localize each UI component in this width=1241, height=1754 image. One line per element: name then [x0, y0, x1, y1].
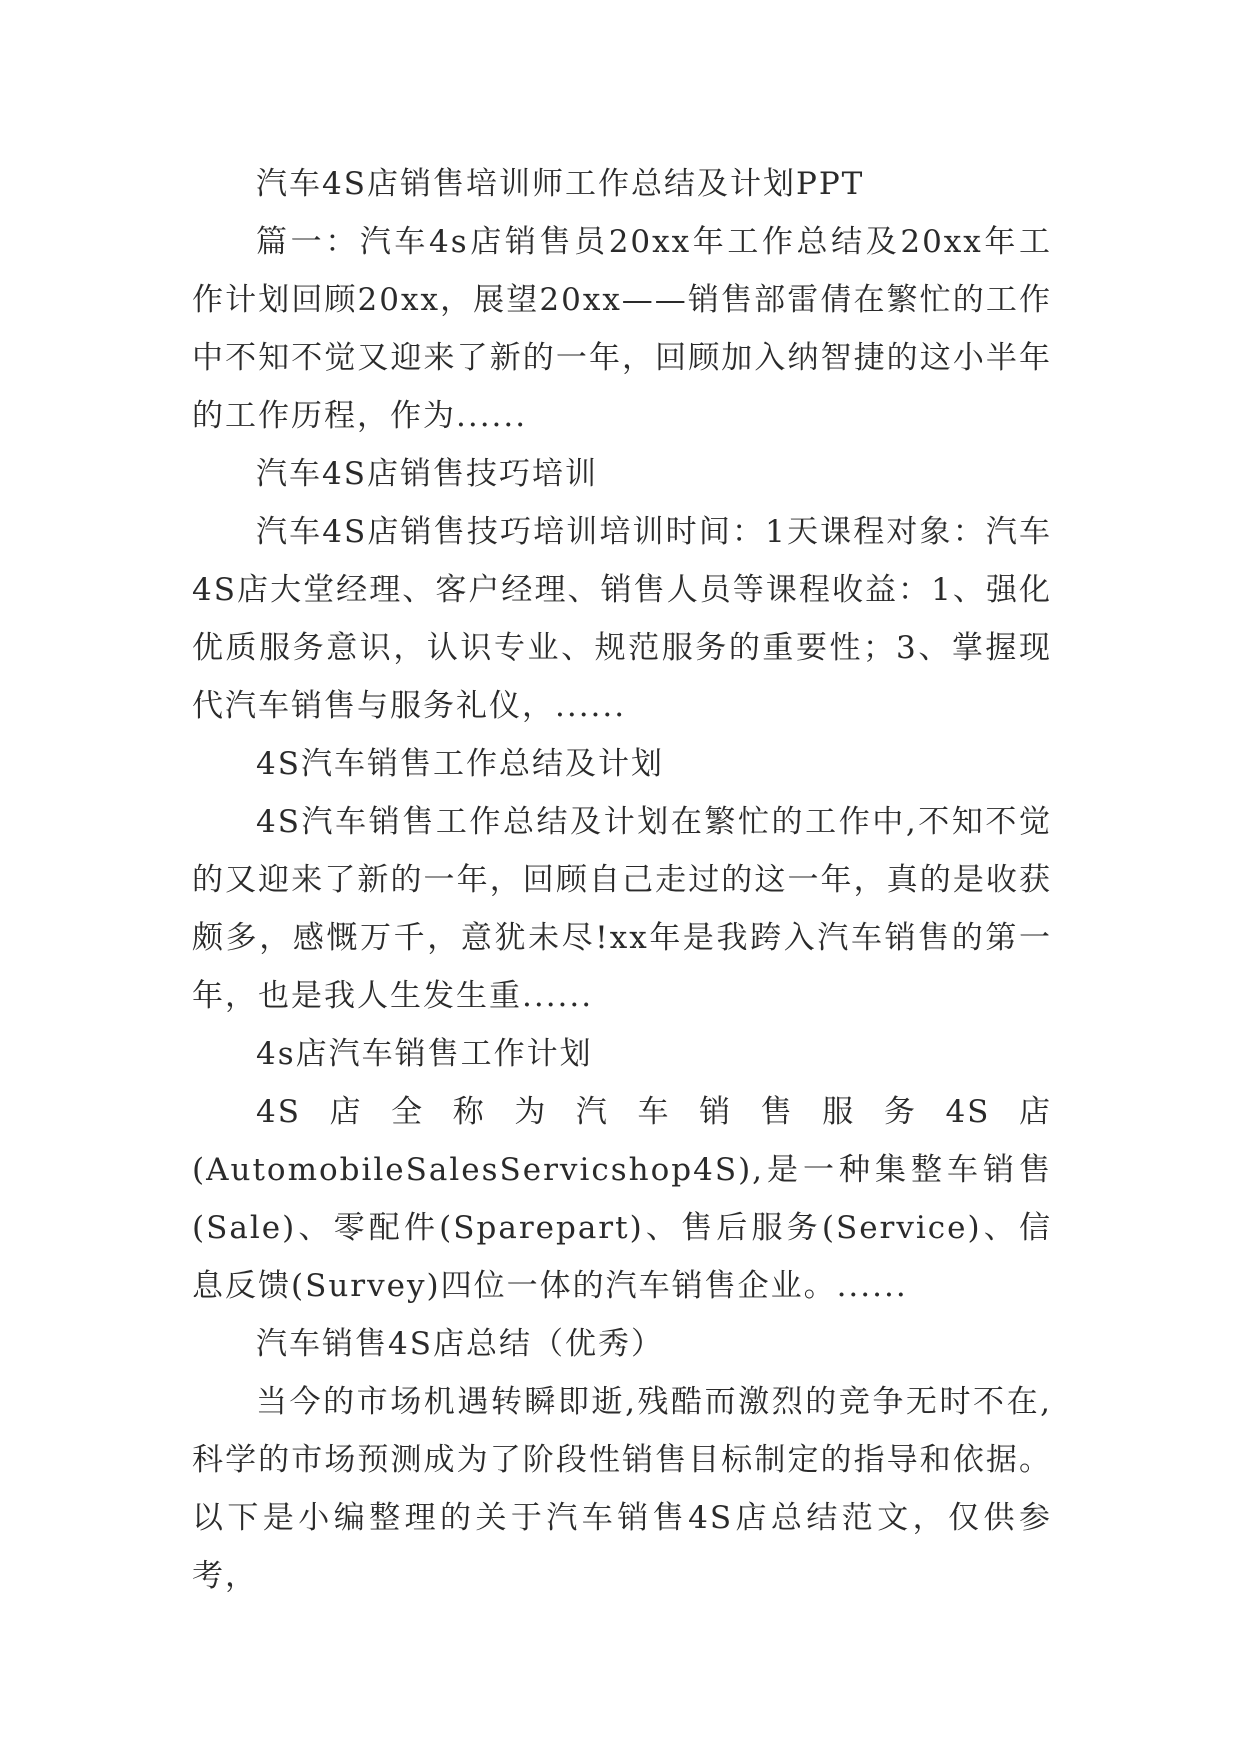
paragraph-annual-summary: 篇一：汽车4s店销售员20xx年工作总结及20xx年工作计划回顾20xx，展望20xx——销售部雷倩在繁忙的工作中不知不觉又迎来了新的一年，回顾加入纳智捷的这小半年的工作历程，作为......	[192, 224, 1052, 434]
section-title-work-plan: 4S汽车销售工作总结及计划	[256, 746, 664, 782]
section-title-store-plan: 4s店汽车销售工作计划	[256, 1036, 593, 1072]
section-title-sales-skills: 汽车4S店销售技巧培训	[256, 456, 598, 492]
paragraph-store-definition: 4S店全称为汽车销售服务4S店(AutomobileSalesServicshop4S),是一种集整车销售(Sale)、零配件(Sparepart)、售后服务(Service)、信息反馈(Survey)四位一体的汽车销售企业。......	[192, 1094, 1052, 1304]
paragraph-work-plan: 4S汽车销售工作总结及计划在繁忙的工作中,不知不觉的又迎来了新的一年，回顾自己走过的这一年，真的是收获颇多，感慨万千，意犹未尽!xx年是我跨入汽车销售的第一年，也是我人生发生重......	[192, 804, 1052, 1014]
document-body	[192, 155, 1052, 1605]
section-title-store-summary: 汽车销售4S店总结（优秀）	[256, 1326, 664, 1362]
section-title-ppt: 汽车4S店销售培训师工作总结及计划PPT	[256, 166, 865, 202]
paragraph-store-summary: 当今的市场机遇转瞬即逝,残酷而激烈的竞争无时不在,科学的市场预测成为了阶段性销售目标制定的指导和依据。以下是小编整理的关于汽车销售4S店总结范文，仅供参考，	[192, 1384, 1052, 1594]
paragraph-sales-skills: 汽车4S店销售技巧培训培训时间：1天课程对象：汽车4S店大堂经理、客户经理、销售人员等课程收益：1、强化优质服务意识，认识专业、规范服务的重要性；3、掌握现代汽车销售与服务礼仪，......	[192, 514, 1052, 724]
